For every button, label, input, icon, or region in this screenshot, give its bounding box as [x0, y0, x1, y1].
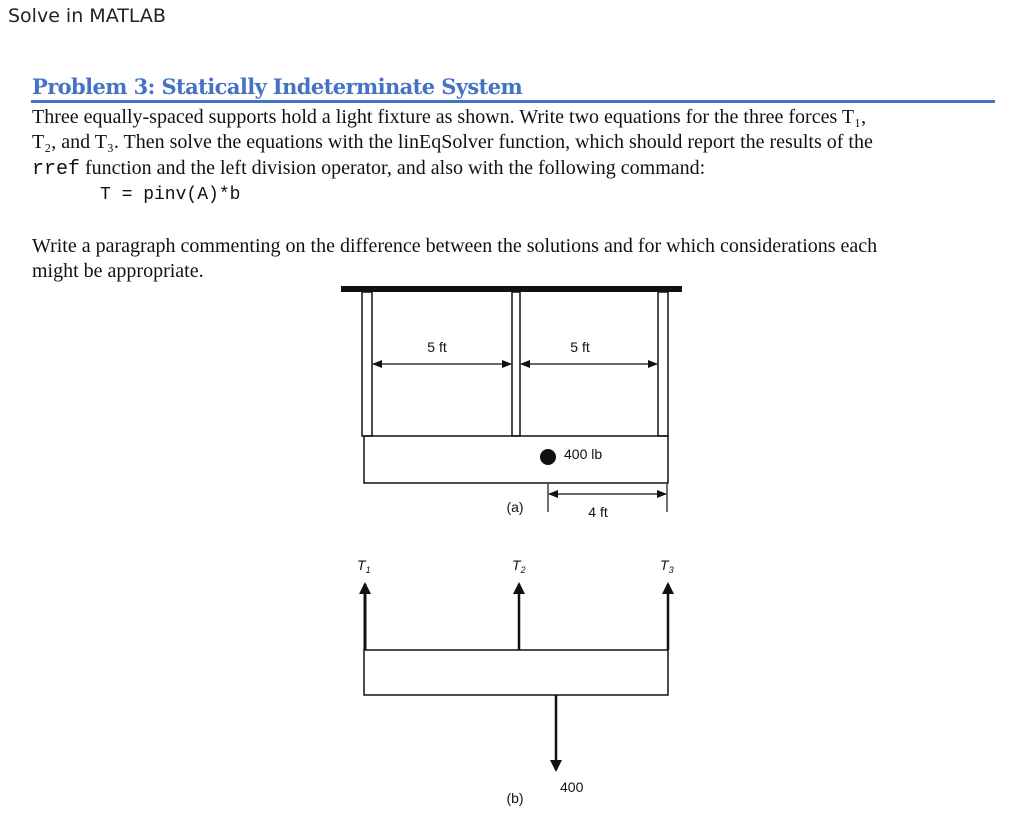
label-5ft-left: 5 ft — [427, 339, 447, 355]
label-400lb: 400 lb — [564, 446, 603, 462]
diagram-a — [341, 286, 682, 512]
paragraph-line2: might be appropriate. — [32, 260, 204, 282]
label-t1: $T_1$ — [357, 557, 371, 575]
fixture-free-body — [364, 650, 668, 695]
header-text: Solve in MATLAB — [8, 5, 166, 27]
label-4ft: 4 ft — [588, 504, 608, 520]
rref-code: rref — [32, 158, 81, 181]
problem-text-line1: Three equally-spaced supports hold a light fixture as shown. Write two equations for the three forces T₁, — [32, 106, 867, 128]
load-point — [540, 449, 556, 465]
support-right — [658, 292, 668, 436]
caption-a: (a) — [506, 499, 524, 515]
support-middle — [512, 292, 520, 436]
ceiling — [341, 286, 682, 292]
diagram-b — [364, 584, 668, 770]
paragraph-line1: Write a paragraph commenting on the difference between the solutions and for which considerations each — [32, 235, 878, 257]
label-t3: $T_3$ — [660, 557, 674, 575]
pinv-command: T = pinv(A)*b — [100, 185, 241, 205]
caption-b: (b) — [506, 790, 524, 806]
problem-title: Problem 3: Statically Indeterminate System — [32, 74, 523, 99]
fixture — [364, 436, 668, 483]
label-t2: $T_2$ — [512, 557, 526, 575]
support-left — [362, 292, 372, 436]
label-400: 400 — [560, 779, 584, 795]
line3-text: function and the left division operator, and also with the following command: — [80, 157, 706, 179]
problem-text-line2: T₂, and T₃. Then solve the equations with the linEqSolver function, which should report the results of the — [32, 131, 873, 153]
label-5ft-right: 5 ft — [570, 339, 590, 355]
